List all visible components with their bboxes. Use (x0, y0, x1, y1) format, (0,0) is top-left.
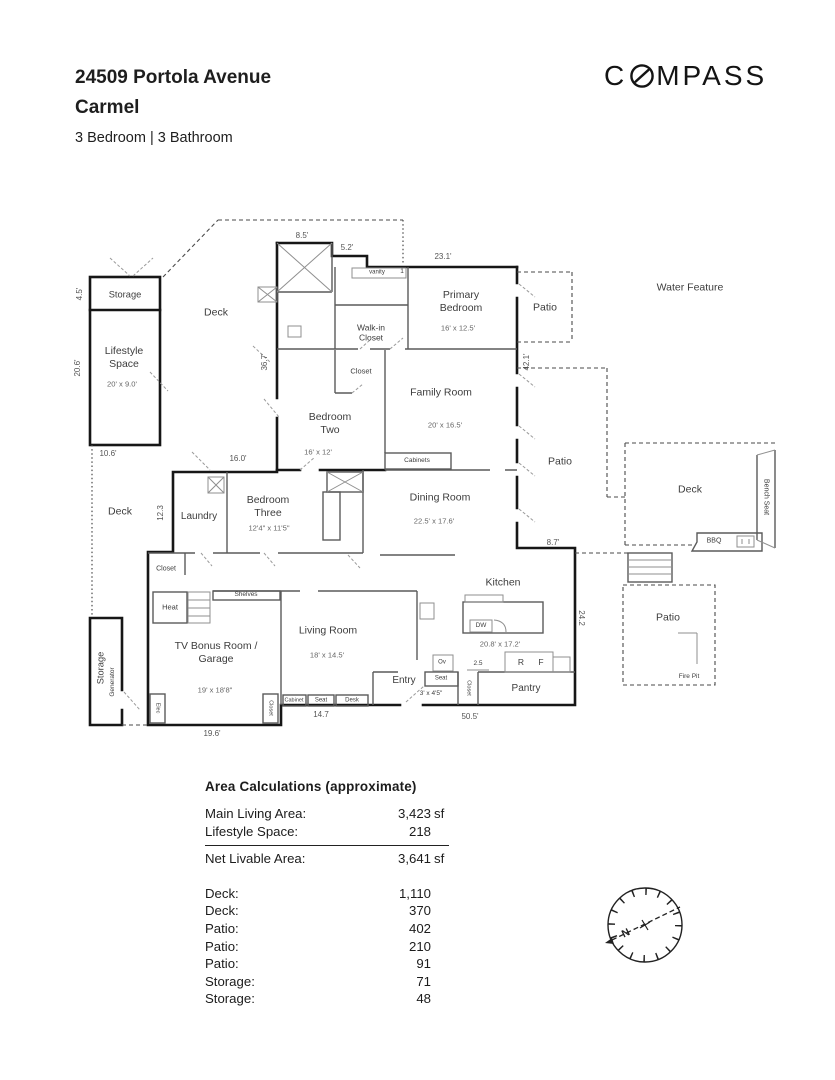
generator-label: Generator (109, 667, 117, 697)
row-value: 1,110 (398, 885, 431, 901)
shelves-label: Shelves (234, 591, 258, 599)
bedroom-two-dims: 16' x 12' (304, 447, 332, 457)
room-living: Living Room (298, 624, 358, 637)
table-row-net (205, 850, 449, 868)
row-label: Patio: (205, 956, 239, 972)
row-label: Patio: (205, 920, 239, 936)
freezer-label: F (538, 656, 544, 667)
room-tv-bonus-garage: TV Bonus Room / Garage (174, 640, 258, 665)
dim-laundry-h: 12.3 (156, 505, 166, 521)
room-pantry: Pantry (511, 682, 541, 694)
table-row (205, 990, 449, 1008)
dim-top-box2: 5.2' (340, 243, 354, 253)
dim-deck-w: 10.6' (99, 449, 117, 459)
table-row (205, 823, 449, 841)
row-unit (431, 823, 449, 841)
elec-label: Elec (154, 702, 161, 714)
row-label: Main Living Area: (205, 806, 307, 821)
seat-lr-label: Seat (314, 697, 328, 704)
entry-dims: 3' x 4'5" (419, 690, 443, 698)
bbq-label: BBQ (706, 537, 722, 545)
dim-step-w: 8.7' (546, 538, 560, 548)
room-deck-top: Deck (204, 306, 228, 319)
table-row (205, 955, 449, 973)
dim-kitchen-h: 24.2 (576, 610, 586, 626)
room-lifestyle-space: Lifestyle Space (104, 345, 144, 370)
oven-label: Ov (438, 659, 446, 666)
dim-lifestyle-h: 20.6' (73, 359, 83, 377)
tv-bonus-dims: 19' x 18'8" (197, 685, 233, 695)
north-label: N (619, 926, 632, 941)
dim-laundry-top: 16.0' (229, 454, 247, 464)
kitchen-dims: 20.8' x 17.2' (479, 639, 521, 649)
room-deck-left: Deck (108, 505, 132, 518)
row-value: 3,423 (397, 806, 431, 821)
row-unit: sf (434, 851, 445, 867)
address-line1: 24509 Portola Avenue (75, 67, 272, 88)
fire-pit-label: Fire Pit (678, 673, 700, 681)
room-entry: Entry (392, 674, 416, 686)
seat-entry-label: Seat (434, 675, 448, 682)
table-divider (205, 845, 449, 846)
bench-seat-label: Bench Seat (762, 478, 770, 516)
row-value: 91 (416, 956, 431, 972)
room-walkin-closet: Walk-in Closet (356, 322, 386, 343)
room-patio-bottom: Patio (656, 611, 680, 624)
vanity-label: vanity (369, 269, 385, 276)
room-dining: Dining Room (409, 491, 471, 504)
room-patio-top: Patio (533, 301, 557, 314)
dim-tv-w: 19.6' (203, 729, 221, 739)
room-bedroom-three: Bedroom Three (246, 494, 290, 519)
row-unit (431, 902, 449, 920)
address-line2: Carmel (75, 97, 140, 118)
row-unit (431, 885, 449, 903)
row-value: 210 (408, 938, 431, 954)
table-gap (205, 868, 449, 885)
heat-label: Heat (162, 602, 178, 612)
room-bedroom-two: Bedroom Two (308, 411, 352, 436)
row-value: 48 (416, 991, 431, 1007)
area-title: Area Calculations (approximate) (205, 779, 417, 794)
row-label: Storage: (205, 973, 255, 989)
row-value: 370 (408, 903, 431, 919)
row-label: Lifestyle Space: (205, 823, 299, 839)
cabinet-lr-label: Cabinet (284, 697, 304, 704)
row-unit: sf (434, 806, 445, 821)
dim-right-wall: 42.1' (522, 353, 532, 371)
dim-storage-h: 4.5' (75, 287, 85, 301)
dishwasher-label: DW (475, 622, 487, 630)
table-row (205, 805, 449, 823)
lifestyle-dims: 20' x 9.0' (107, 379, 137, 389)
desk-lr-label: Desk (345, 697, 359, 704)
cabinets-family-label: Cabinets (404, 457, 430, 465)
room-storage-bottom: Storage (95, 651, 106, 685)
table-row (205, 938, 449, 956)
compass-rose (605, 888, 682, 962)
table-row (205, 902, 449, 920)
room-kitchen: Kitchen (485, 576, 521, 589)
row-label: Net Livable Area: (205, 851, 306, 867)
row-value: 218 (408, 823, 431, 839)
dim-left-wall: 36.7' (260, 353, 270, 371)
beds-baths: 3 Bedroom | 3 Bathroom (75, 130, 233, 146)
row-label: Patio: (205, 938, 239, 954)
room-deck-right: Deck (678, 483, 702, 496)
row-value: 71 (416, 973, 431, 989)
table-row (205, 920, 449, 938)
table-row (205, 973, 449, 991)
family-dims: 20' x 16.5' (427, 420, 463, 430)
water-feature-label: Water Feature (656, 281, 724, 294)
row-label: Deck: (205, 885, 239, 901)
dining-dims: 22.5' x 17.6' (413, 516, 455, 526)
closet-hall-label: Closet (156, 565, 176, 573)
dim-primary-width: 23.1' (434, 252, 452, 262)
table-row (205, 885, 449, 903)
row-value: 402 (408, 920, 431, 936)
row-unit (431, 920, 449, 938)
dim-counter: 2.5 (473, 660, 483, 668)
row-unit (431, 955, 449, 973)
row-unit (431, 938, 449, 956)
row-unit (431, 973, 449, 991)
area-calculations (205, 779, 449, 1008)
room-family: Family Room (410, 386, 472, 399)
row-value: 3,641 (397, 851, 431, 867)
room-storage-top: Storage (108, 289, 142, 300)
primary-dims: 16' x 12.5' (440, 323, 476, 333)
living-dims: 18' x 14.5' (309, 650, 345, 660)
dim-top-box: 8.5' (295, 231, 309, 241)
logo-letters-mpass: MPASS (656, 60, 768, 91)
row-label: Deck: (205, 903, 239, 919)
closet-tv-label: Closet (267, 700, 274, 716)
room-primary-bedroom: Primary Bedroom (439, 289, 483, 314)
closet-bedroom-two: Closet (350, 366, 372, 376)
refrigerator-label: R (517, 656, 525, 667)
bedroom-three-dims: 12'4" x 11'5" (248, 523, 290, 533)
room-patio-mid: Patio (548, 455, 572, 468)
dim-bottom-w: 50.5' (461, 712, 479, 722)
dim-living-w: 14.7 (313, 710, 329, 720)
vanity-num: 1 (400, 268, 404, 276)
closet-entry-label: Closet (465, 680, 472, 696)
row-label: Storage: (205, 991, 255, 1007)
logo-letter-c: C (604, 60, 628, 91)
room-laundry: Laundry (180, 510, 218, 522)
row-unit (431, 990, 449, 1008)
